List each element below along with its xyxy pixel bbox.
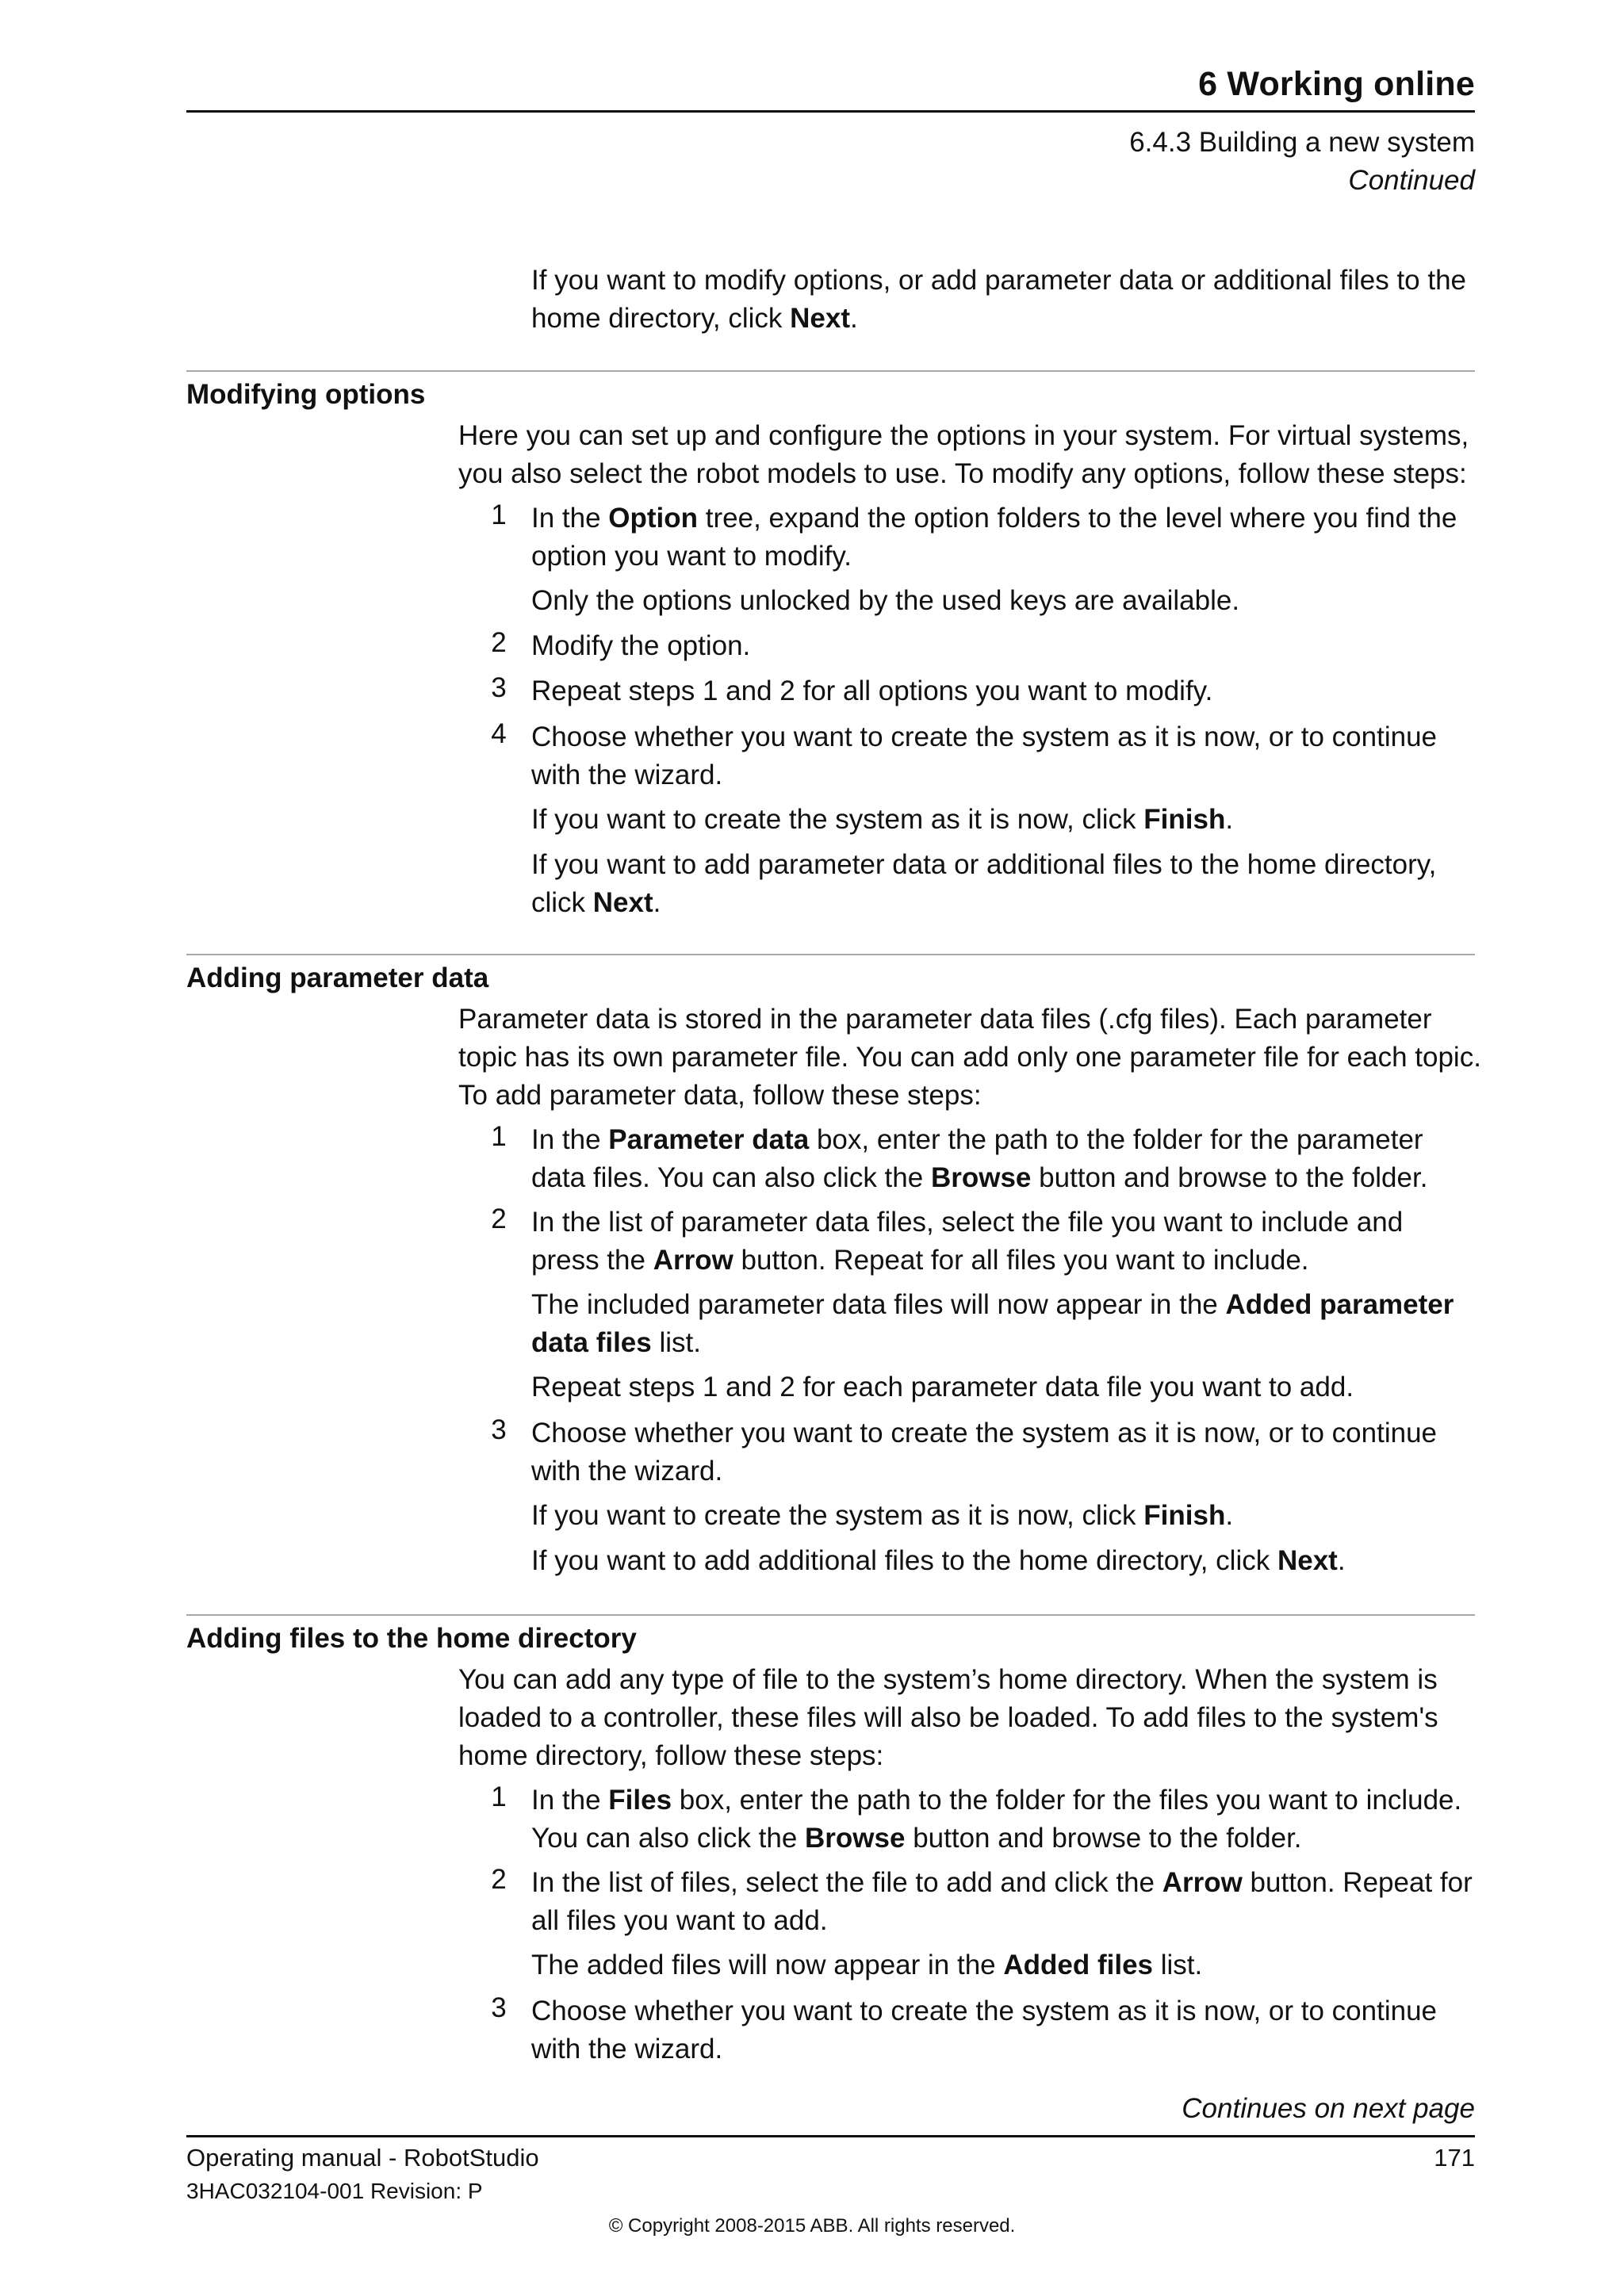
step-number: 1 <box>491 1121 507 1152</box>
step-text: Choose whether you want to create the system as it is now, or to continue with the wizard. <box>531 1418 1437 1487</box>
header-rule <box>186 110 1475 113</box>
step-number: 2 <box>491 627 507 658</box>
document-id: 3HAC032104-001 Revision: P <box>186 2179 483 2203</box>
copyright: © Copyright 2008-2015 ABB. All rights reserved. <box>608 2215 1016 2237</box>
continues-note: Continues on next page <box>1182 2093 1475 2124</box>
step-number: 1 <box>491 499 507 530</box>
step-text: In the list of files, select the file to add and click the Arrow button. Repeat for all files you want to add. <box>531 1867 1473 1936</box>
step-number: 3 <box>491 1414 507 1445</box>
step-note: Repeat steps 1 and 2 for each parameter data file you want to add. <box>531 1372 1354 1402</box>
heading-modifying-options: Modifying options <box>186 379 426 410</box>
heading-adding-parameter-data: Adding parameter data <box>186 962 489 993</box>
step-note: If you want to add parameter data or additional files to the home directory, click Next. <box>531 849 1437 918</box>
step-text: In the Option tree, expand the option folders to the level where you find the option you want to modify. <box>531 503 1457 572</box>
step-number: 4 <box>491 718 507 749</box>
step-note: The added files will now appear in the Added files list. <box>531 1950 1203 1980</box>
step-number: 2 <box>491 1203 507 1234</box>
step-note: If you want to add additional files to the home directory, click Next. <box>531 1545 1346 1576</box>
step-text: In the Files box, enter the path to the folder for the files you want to include. You can also click the Browse button and browse to the folder. <box>531 1785 1462 1854</box>
step-text: Modify the option. <box>531 630 751 661</box>
files-lead: You can add any type of file to the system’s home directory. When the system is loaded to a controller, these files will also be loaded. To add files to the system's home directory, follow these steps: <box>458 1664 1438 1771</box>
manual-title: Operating manual - RobotStudio <box>186 2144 539 2172</box>
intro-paragraph: If you want to modify options, or add parameter data or additional files to the home directory, click Next. <box>531 265 1467 334</box>
section-divider <box>186 1614 1475 1616</box>
step-text: In the list of parameter data files, select the file you want to include and press the Arrow button. Repeat for all files you want to include. <box>531 1207 1404 1276</box>
step-number: 3 <box>491 1992 507 2023</box>
chapter-title: 6 Working online <box>1198 65 1475 103</box>
step-note: Only the options unlocked by the used keys are available. <box>531 585 1240 616</box>
section-title: 6.4.3 Building a new system <box>1129 127 1475 158</box>
step-number: 1 <box>491 1781 507 1812</box>
section-divider <box>186 370 1475 372</box>
step-text: Choose whether you want to create the system as it is now, or to continue with the wizard. <box>531 721 1437 790</box>
page-number: 171 <box>1434 2144 1475 2172</box>
step-note: The included parameter data files will now appear in the Added parameter data files list. <box>531 1289 1454 1358</box>
footer-rule <box>186 2135 1475 2137</box>
step-note: If you want to create the system as it is now, click Finish. <box>531 1500 1234 1531</box>
modifying-lead: Here you can set up and configure the options in your system. For virtual systems, you also select the robot models to use. To modify any options, follow these steps: <box>458 420 1469 489</box>
heading-adding-files: Adding files to the home directory <box>186 1623 637 1654</box>
parameter-lead: Parameter data is stored in the parameter data files (.cfg files). Each parameter topic has its own parameter file. You can add only one parameter file for each topic. To add parameter data, follow these steps: <box>458 1004 1481 1111</box>
step-number: 3 <box>491 672 507 703</box>
step-text: In the Parameter data box, enter the path to the folder for the parameter data files. You can also click the Browse button and browse to the folder. <box>531 1124 1428 1193</box>
continued-label: Continued <box>1348 165 1475 196</box>
section-divider <box>186 954 1475 955</box>
step-note: If you want to create the system as it is now, click Finish. <box>531 804 1234 835</box>
step-number: 2 <box>491 1864 507 1895</box>
step-text: Choose whether you want to create the system as it is now, or to continue with the wizard. <box>531 1996 1437 2064</box>
step-text: Repeat steps 1 and 2 for all options you want to modify. <box>531 675 1213 706</box>
